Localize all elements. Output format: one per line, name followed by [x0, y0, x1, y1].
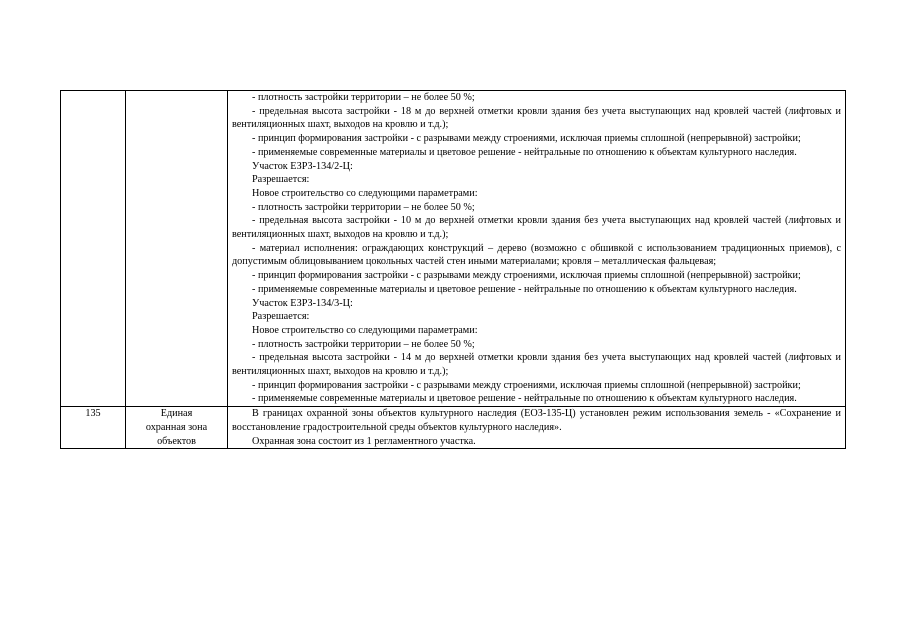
paragraph: Новое строительство со следующими параметрами: [252, 187, 478, 199]
row-number-cell: 135 [61, 407, 126, 449]
zone-name-cell [126, 91, 228, 407]
paragraph: - принцип формирования застройки - с разрывами между строениями, исключая приемы сплошной (непрерывной) застройки; [252, 270, 801, 282]
regulations-table [60, 90, 846, 449]
regulation-text-cell [228, 91, 846, 407]
paragraph: - плотность застройки территории – не более 50 %; [252, 338, 475, 350]
paragraph: Новое строительство со следующими параметрами: [252, 324, 478, 336]
paragraph: - принцип формирования застройки - с разрывами между строениями, исключая приемы сплошной (непрерывной) застройки; [252, 379, 801, 391]
zone-name-cell [126, 407, 228, 449]
paragraph: - предельная высота застройки - 10 м до верхней отметки кровли здания без учета выступающих над кровлей частей (лифтовых и вентиляционных шахт, выходов на кровлю и т.д.); [232, 215, 841, 241]
paragraph: - применяемые современные материалы и цветовое решение - нейтральные по отношению к объектам культурного наследия. [252, 283, 797, 295]
table-row [61, 91, 846, 407]
zone-name-line: охранная зона [145, 421, 208, 433]
paragraph: - плотность застройки территории – не более 50 %; [252, 92, 475, 103]
paragraph: Участок ЕЗРЗ-134/3-Ц: [252, 297, 353, 309]
row-number-cell [61, 91, 126, 407]
paragraph: Разрешается: [252, 174, 310, 186]
regulation-text-cell [228, 407, 846, 449]
paragraph: Разрешается: [252, 311, 310, 323]
zone-name-line: Единая [160, 408, 193, 420]
table-row [61, 407, 846, 449]
paragraph: - применяемые современные материалы и цветовое решение - нейтральные по отношению к объектам культурного наследия. [252, 146, 797, 158]
paragraph: В границах охранной зоны объектов культурного наследия (ЕОЗ-135-Ц) установлен режим использования земель - «Сохранение и восстановление градостроительной среды объектов культурного наследия». [232, 408, 841, 433]
paragraph: - принцип формирования застройки - с разрывами между строениями, исключая приемы сплошной (непрерывной) застройки; [252, 133, 801, 145]
paragraph: Участок ЕЗРЗ-134/2-Ц: [252, 160, 353, 172]
paragraph: Охранная зона состоит из 1 регламентного участка. [252, 435, 476, 447]
paragraph: - предельная высота застройки - 18 м до верхней отметки кровли здания без учета выступающих над кровлей частей (лифтовых и вентиляционных шахт, выходов на кровлю и т.д.); [232, 105, 841, 131]
paragraph: - плотность застройки территории – не более 50 %; [252, 201, 475, 213]
paragraph: - предельная высота застройки - 14 м до верхней отметки кровли здания без учета выступающих над кровлей частей (лифтовых и вентиляционных шахт, выходов на кровлю и т.д.); [232, 352, 841, 378]
paragraph: - применяемые современные материалы и цветовое решение - нейтральные по отношению к объектам культурного наследия. [252, 393, 797, 405]
paragraph: - материал исполнения: ограждающих конструкций – дерево (возможно с обшивкой с использованием традиционных приемов), с допустимым облицовыванием цокольных частей стен иными материалами; кровля – металлическая фальцевая; [232, 242, 841, 268]
zone-name-line: объектов [157, 435, 196, 447]
